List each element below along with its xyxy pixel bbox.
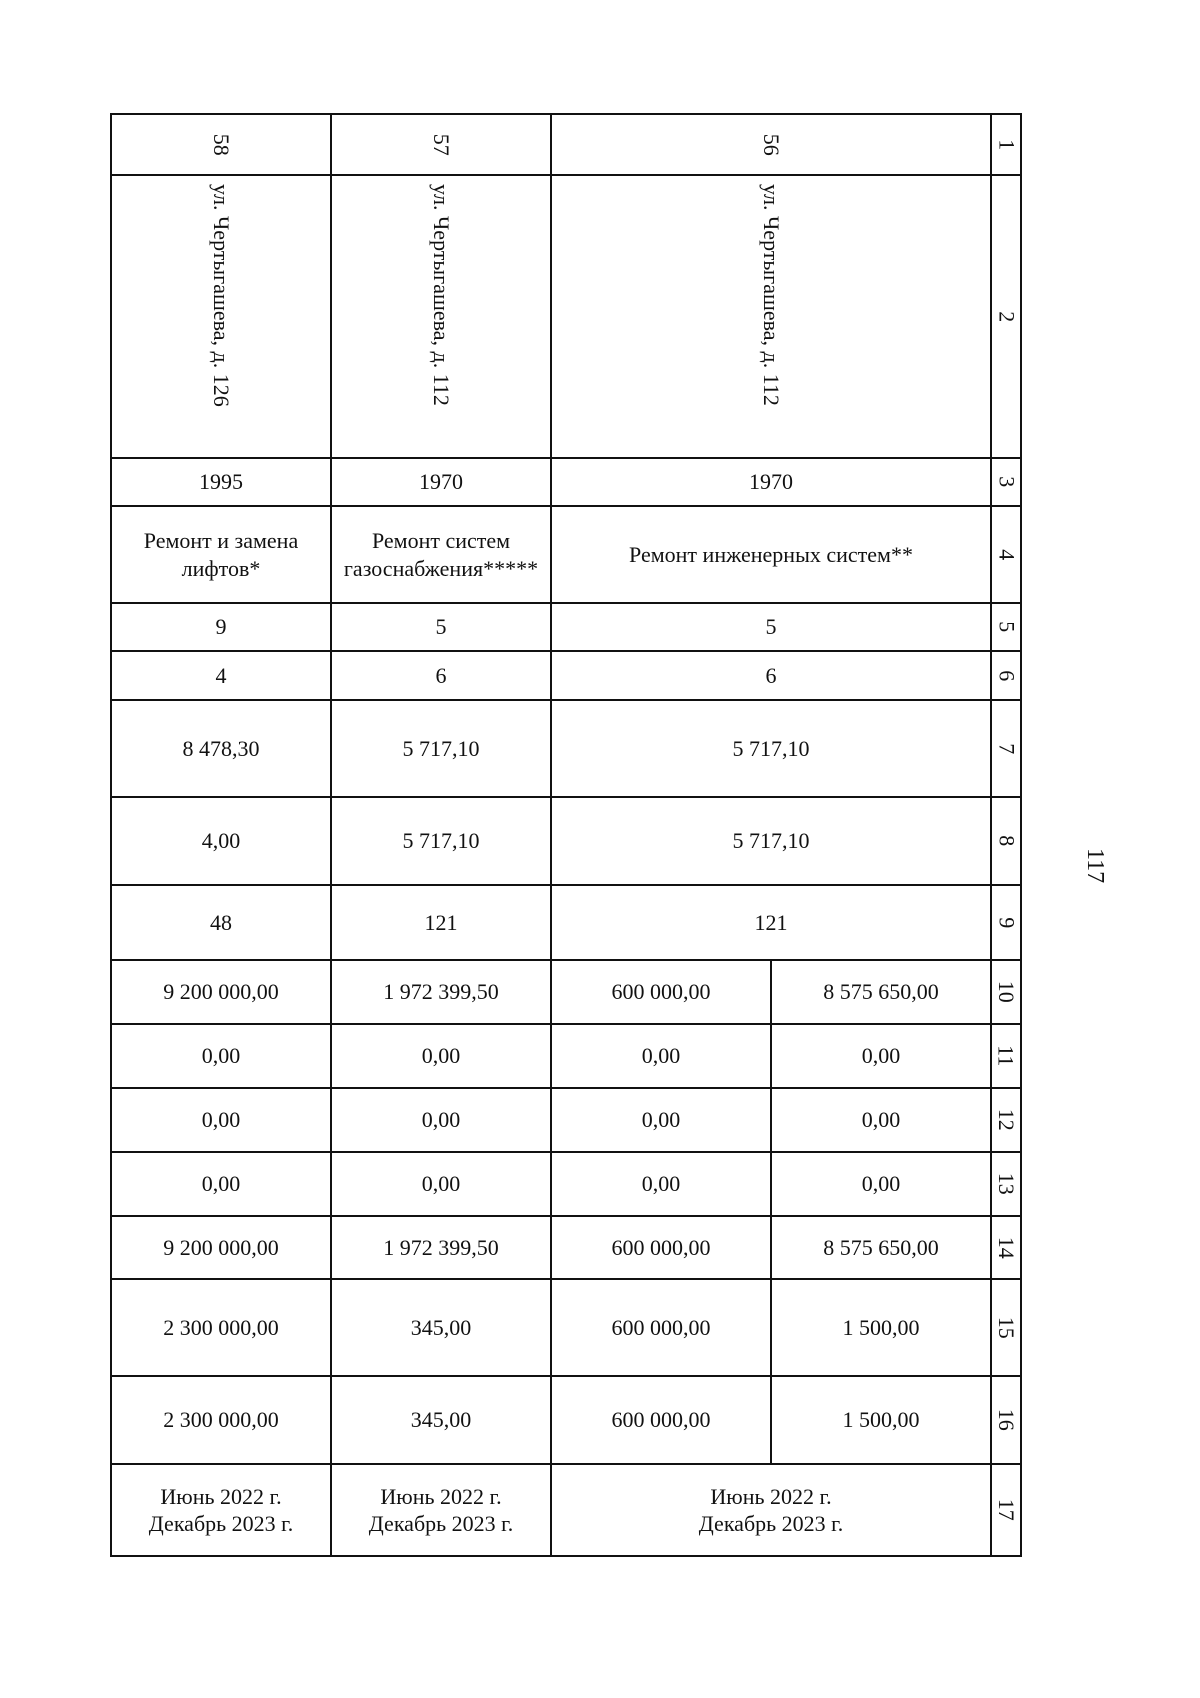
cell-period [111,1464,331,1556]
table-row [111,114,1021,175]
cell-value: 6 [551,651,991,700]
table-row [111,1152,1021,1216]
row-number: 6 [991,651,1021,700]
cell-year: 1970 [551,458,991,506]
cell-num: 58 [111,114,331,175]
period-end: Декабрь 2023 г. [698,1511,844,1536]
cell-year: 1995 [111,458,331,506]
table-row [111,175,1021,458]
cell-value: 2 300 000,00 [111,1376,331,1464]
cell-value: 5 717,10 [331,797,551,885]
row-number: 10 [991,960,1021,1024]
row-number: 1 [991,114,1021,175]
table-row [111,1088,1021,1152]
period-start: Июнь 2022 г. [380,1483,502,1509]
cell-value: 0,00 [771,1024,991,1088]
table-row [111,885,1021,960]
cell-value: 5 [551,603,991,651]
cell-value: 345,00 [331,1279,551,1376]
cell-value: 1 972 399,50 [331,1216,551,1279]
cell-year: 1970 [331,458,551,506]
table-row [111,651,1021,700]
cell-value: 5 717,10 [331,700,551,797]
period-end: Декабрь 2023 г. [368,1511,514,1536]
table-row [111,1024,1021,1088]
cell-num: 57 [331,114,551,175]
cell-value: 1 972 399,50 [331,960,551,1024]
table-row [111,700,1021,797]
row-number: 3 [991,458,1021,506]
cell-value: 9 [111,603,331,651]
cell-value: 1 500,00 [771,1279,991,1376]
cell-period [331,1464,551,1556]
cell-value: 121 [551,885,991,960]
cell-value: 600 000,00 [551,1279,771,1376]
cell-value: 5 717,10 [551,700,991,797]
period-start: Июнь 2022 г. [710,1483,832,1509]
cell-value: 8 478,30 [111,700,331,797]
cell-value: 0,00 [111,1088,331,1152]
cell-value: 2 300 000,00 [111,1279,331,1376]
period-start: Июнь 2022 г. [160,1483,282,1509]
cell-value: 0,00 [331,1024,551,1088]
row-number: 15 [991,1279,1021,1376]
table-row [111,458,1021,506]
cell-work-type: Ремонт систем газоснабжения***** [331,506,551,603]
cell-value: 6 [331,651,551,700]
table-row [111,960,1021,1024]
cell-value: 5 [331,603,551,651]
cell-address: ул. Чертыгашева, д. 126 [111,175,331,458]
row-number: 13 [991,1152,1021,1216]
cell-value: 5 717,10 [551,797,991,885]
period-end: Декабрь 2023 г. [148,1511,294,1536]
cell-address: ул. Чертыгашева, д. 112 [551,175,991,458]
row-number: 16 [991,1376,1021,1464]
cell-value: 4,00 [111,797,331,885]
row-number: 4 [991,506,1021,603]
cell-work-type: Ремонт и замена лифтов* [111,506,331,603]
cell-value: 1 500,00 [771,1376,991,1464]
cell-value: 0,00 [771,1152,991,1216]
cell-value: 9 200 000,00 [111,960,331,1024]
cell-value: 0,00 [551,1024,771,1088]
cell-value: 0,00 [111,1024,331,1088]
row-number: 11 [991,1024,1021,1088]
row-number: 9 [991,885,1021,960]
cell-value: 0,00 [551,1152,771,1216]
row-number: 12 [991,1088,1021,1152]
table-row [111,506,1021,603]
table-row [111,1464,1021,1556]
cell-value: 0,00 [771,1088,991,1152]
cell-value: 48 [111,885,331,960]
cell-value: 0,00 [331,1088,551,1152]
cell-value: 8 575 650,00 [771,960,991,1024]
table-row [111,1279,1021,1376]
page-number: 117 [1082,848,1108,884]
cell-value: 600 000,00 [551,1376,771,1464]
cell-value: 121 [331,885,551,960]
cell-value: 600 000,00 [551,1216,771,1279]
cell-work-type: Ремонт инженерных систем** [551,506,991,603]
cell-value: 600 000,00 [551,960,771,1024]
cell-value: 345,00 [331,1376,551,1464]
cell-num: 56 [551,114,991,175]
cell-value: 0,00 [331,1152,551,1216]
cell-value: 0,00 [551,1088,771,1152]
row-number: 7 [991,700,1021,797]
cell-period [551,1464,991,1556]
cell-value: 0,00 [111,1152,331,1216]
cell-value: 8 575 650,00 [771,1216,991,1279]
row-number: 14 [991,1216,1021,1279]
row-number: 17 [991,1464,1021,1556]
row-number: 8 [991,797,1021,885]
cell-value: 4 [111,651,331,700]
table-row [111,1376,1021,1464]
table-row [111,797,1021,885]
row-number: 5 [991,603,1021,651]
table-row [111,1216,1021,1279]
repair-schedule-table [110,113,1022,1557]
cell-value: 9 200 000,00 [111,1216,331,1279]
table-row [111,603,1021,651]
cell-address: ул. Чертыгашева, д. 112 [331,175,551,458]
row-number: 2 [991,175,1021,458]
